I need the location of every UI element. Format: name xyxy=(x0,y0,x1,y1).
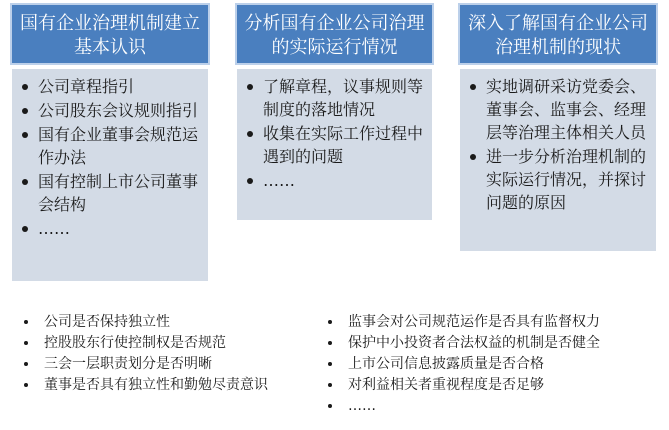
list-item: 国有企业董事会规范运作办法 xyxy=(38,123,200,169)
column-header: 国有企业治理机制建立基本认识 xyxy=(12,5,208,63)
bullet-icon xyxy=(22,179,28,185)
bullet-icon xyxy=(24,320,28,324)
bullet-icon xyxy=(24,362,28,366)
list-item: …… xyxy=(263,169,424,192)
list-item: 收集在实际工作过程中遇到的问题 xyxy=(263,122,424,168)
column-current-status xyxy=(460,5,656,212)
bottom-left-list xyxy=(44,312,284,396)
bullet-list xyxy=(38,75,200,240)
bullet-list xyxy=(263,75,424,192)
list-item: 保护中小投资者合法权益的机制是否健全 xyxy=(348,333,663,354)
bullet-icon xyxy=(22,132,28,138)
list-item: 国有控制上市公司董事会结构 xyxy=(38,170,200,216)
list-item: 上市公司信息披露质量是否合格 xyxy=(348,354,663,375)
bullet-icon xyxy=(24,341,28,345)
bullet-icon xyxy=(328,404,332,408)
list-item: 董事是否具有独立性和勤勉尽责意识 xyxy=(44,375,284,396)
column-actual-operation xyxy=(237,5,432,190)
list-item: 进一步分析治理机制的实际运行情况，并探讨问题的原因 xyxy=(486,145,648,214)
list-item: …… xyxy=(348,396,663,417)
column-body xyxy=(460,69,656,251)
list-item: 监事会对公司规范运作是否具有监督权力 xyxy=(348,312,663,333)
bullet-icon xyxy=(22,108,28,114)
list-item: 三会一层职责划分是否明晰 xyxy=(44,354,284,375)
bullet-icon xyxy=(328,362,332,366)
list-item: 公司是否保持独立性 xyxy=(44,312,284,333)
column-body xyxy=(237,69,432,220)
bullet-icon xyxy=(22,84,28,90)
list-item: …… xyxy=(38,217,200,240)
column-header: 深入了解国有企业公司治理机制的现状 xyxy=(460,5,656,63)
bullet-icon xyxy=(247,178,253,184)
bullet-icon xyxy=(328,320,332,324)
list-item: 对利益相关者重视程度是否足够 xyxy=(348,375,663,396)
bullet-icon xyxy=(247,131,253,137)
column-body xyxy=(12,69,208,281)
bottom-right-list xyxy=(348,312,663,417)
list-item: 控股股东行使控制权是否规范 xyxy=(44,333,284,354)
bullet-icon xyxy=(470,84,476,90)
list-item: 公司股东会议规则指引 xyxy=(38,99,200,122)
list-item: 了解章程，议事规则等制度的落地情况 xyxy=(263,75,424,121)
bullet-icon xyxy=(328,383,332,387)
bullet-list xyxy=(486,75,648,214)
column-header: 分析国有企业公司治理的实际运行情况 xyxy=(237,5,432,63)
bullet-icon xyxy=(22,226,28,232)
list-item: 实地调研采访党委会、董事会、监事会、经理层等治理主体相关人员 xyxy=(486,75,648,144)
bullet-icon xyxy=(328,341,332,345)
list-item: 公司章程指引 xyxy=(38,75,200,98)
bullet-icon xyxy=(24,383,28,387)
bullet-icon xyxy=(470,154,476,160)
bullet-icon xyxy=(247,84,253,90)
column-basic-understanding xyxy=(12,5,208,238)
